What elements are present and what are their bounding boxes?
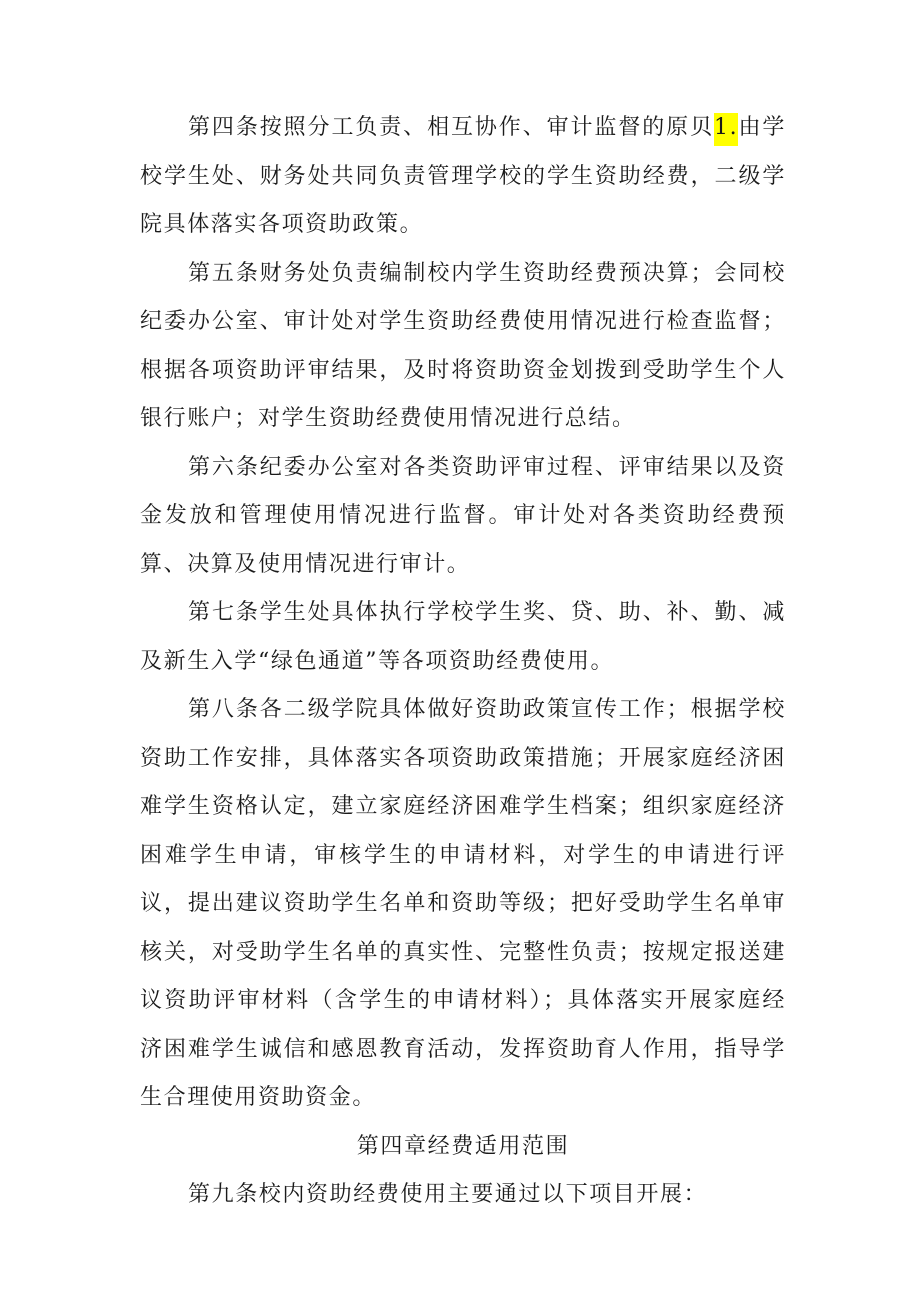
article-4-paragraph — [140, 104, 786, 250]
article-6-paragraph: 第六条纪委办公室对各类资助评审过程、评审结果以及资金发放和管理使用情况进行监督。审计处对各类资助经费预算、决算及使用情况进行审计。 — [140, 454, 786, 577]
article-7-paragraph: 第七条学生处具体执行学校学生奖、贷、助、补、勤、减及新生入学“绿色通道”等各项资助经费使用。 — [140, 600, 786, 674]
article-8-paragraph: 第八条各二级学院具体做好资助政策宣传工作；根据学校资助工作安排，具体落实各项资助政策措施；开展家庭经济困难学生资格认定，建立家庭经济困难学生档案；组织家庭经济困难学生申请，审核学生的申请材料，对学生的申请进行评议，提出建议资助学生名单和资助等级；把好受助学生名单审核关，对受助学生名单的真实性、完整性负责；按规定报送建议资助评审材料（含学生的申请材料）；具体落实开展家庭经济困难学生诚信和感恩教育活动，发挥资助育人作用，指导学生合理使用资助资金。 — [140, 697, 786, 1110]
chapter-heading: 第四章经费适用范围 — [356, 1133, 570, 1159]
highlighted-marker: 1. — [714, 113, 738, 146]
article-5-paragraph: 第五条财务处负责编制校内学生资助经费预决算；会同校纪委办公室、审计处对学生资助经费使用情况进行检查监督；根据各项资助评审结果，及时将资助资金划拨到受助学生个人银行账户；对学生资助经费使用情况进行总结。 — [140, 260, 786, 431]
article-9-paragraph: 第九条校内资助经费使用主要通过以下项目开展： — [188, 1182, 708, 1207]
article-4-text-before: 第四条按照分工负责、相互协作、审计监督的原贝 — [188, 115, 714, 140]
article-4-text-after: 由学校学生处、财务处共同负责管理学校的学生资助经费，二级学院具体落实各项资助政策。 — [140, 115, 787, 237]
document-page — [140, 104, 786, 1220]
